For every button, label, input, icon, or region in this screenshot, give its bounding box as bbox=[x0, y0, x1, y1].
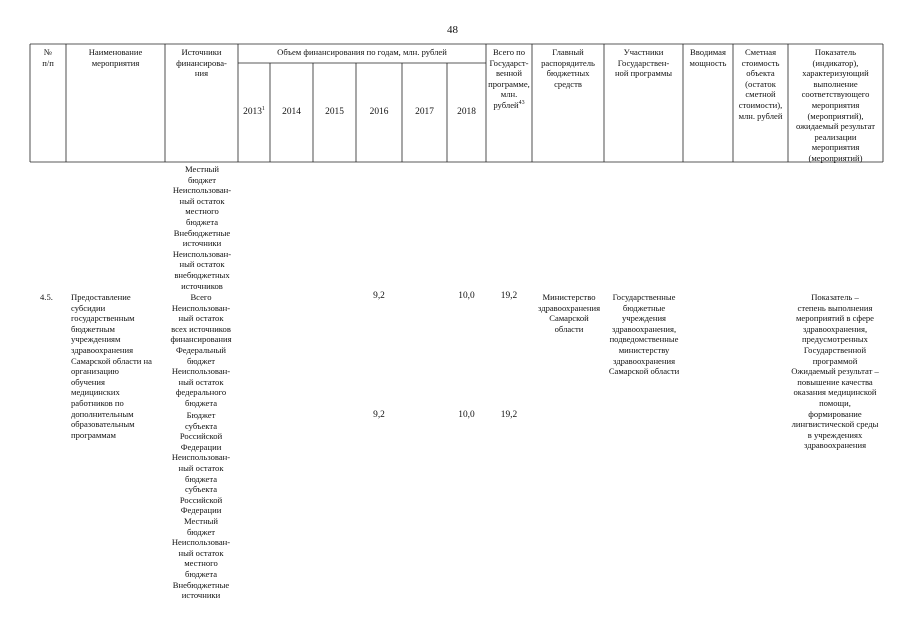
previous-row-sources: Местный бюджет Неиспользован- ный остаток местного бюджета Внебюджетные источники Неиспользован- ный остаток внебюджетных источников bbox=[172, 164, 232, 291]
header-year-2017: 2017 bbox=[415, 107, 434, 117]
row-main-budget-manager: Министерство здравоохранения Самарской области bbox=[537, 292, 601, 334]
header-indicator: Показатель (индикатор), характеризующий выполнение соответствующего мероприятия (мероприятий), ожидаемый результат реализации мероприятия (мероприятий) bbox=[795, 47, 876, 163]
header-estimated-cost: Сметная стоимость объекта (остаток сметной стоимости), млн. рублей bbox=[738, 47, 783, 121]
header-main-budget-manager: Главный распорядитель бюджетных средств bbox=[541, 47, 595, 89]
header-year-2016: 2016 bbox=[369, 107, 389, 117]
row-number: 4.5. bbox=[40, 292, 53, 302]
row-activity-name: Предоставление субсидии государственным бюджетным учреждениям здравоохранения Самарской области на организацию обучения медицинских работников по дополнительным образовательным программам bbox=[71, 292, 152, 440]
row-sources-regional: Бюджет субъекта Российской Федерации Неиспользован- ный остаток бюджета субъекта Российской Федерации Местный бюджет Неиспользован- ный остаток местного бюджета Внебюджетные источники bbox=[171, 410, 231, 601]
row-indicator: Показатель – степень выполнения мероприятий в сфере здравоохранения, предусмотренных Государственной программой Ожидаемый результат – повышение качества оказания медицинской помощи, формирование лингвистической среды в учреждениях здравоохранения bbox=[791, 292, 879, 451]
value-regional-2016: 9,2 bbox=[373, 410, 385, 420]
header-total: Всего по Государст- венной программе, млн. рублей$^{43}$ bbox=[488, 47, 530, 110]
header-year-2013: 2013$^1$ bbox=[243, 105, 265, 117]
value-regional-total: 19,2 bbox=[500, 410, 518, 420]
value-all-2016: 9,2 bbox=[373, 291, 385, 301]
row-sources-all: Всего Неиспользован- ный остаток всех источников финансирования Федеральный бюджет Неиспользован- ный остаток федерального бюджета bbox=[170, 292, 232, 408]
header-year-2014: 2014 bbox=[282, 107, 301, 117]
header-funding-sources: Источники финансирова- ния bbox=[176, 47, 227, 79]
header-funding-volume: Объем финансирования по годам, млн. рублей bbox=[277, 47, 447, 57]
value-regional-2018: 10,0 bbox=[458, 410, 475, 420]
header-program-participants: Участники Государствен- ной программы bbox=[614, 47, 673, 79]
header-activity-name: Наименование мероприятия bbox=[88, 47, 143, 68]
page-number: 48 bbox=[447, 24, 458, 36]
row-program-participants: Государственные бюджетные учреждения здравоохранения, подведомственные министерству здравоохранения Самарской области bbox=[608, 292, 680, 377]
value-all-2018: 10,0 bbox=[458, 291, 475, 301]
header-year-2015: 2015 bbox=[325, 107, 344, 117]
header-number: № п/п bbox=[42, 47, 54, 68]
header-capacity: Вводимая мощность bbox=[689, 47, 727, 68]
header-year-2018: 2018 bbox=[457, 107, 476, 117]
value-all-total: 19,2 bbox=[500, 291, 518, 301]
